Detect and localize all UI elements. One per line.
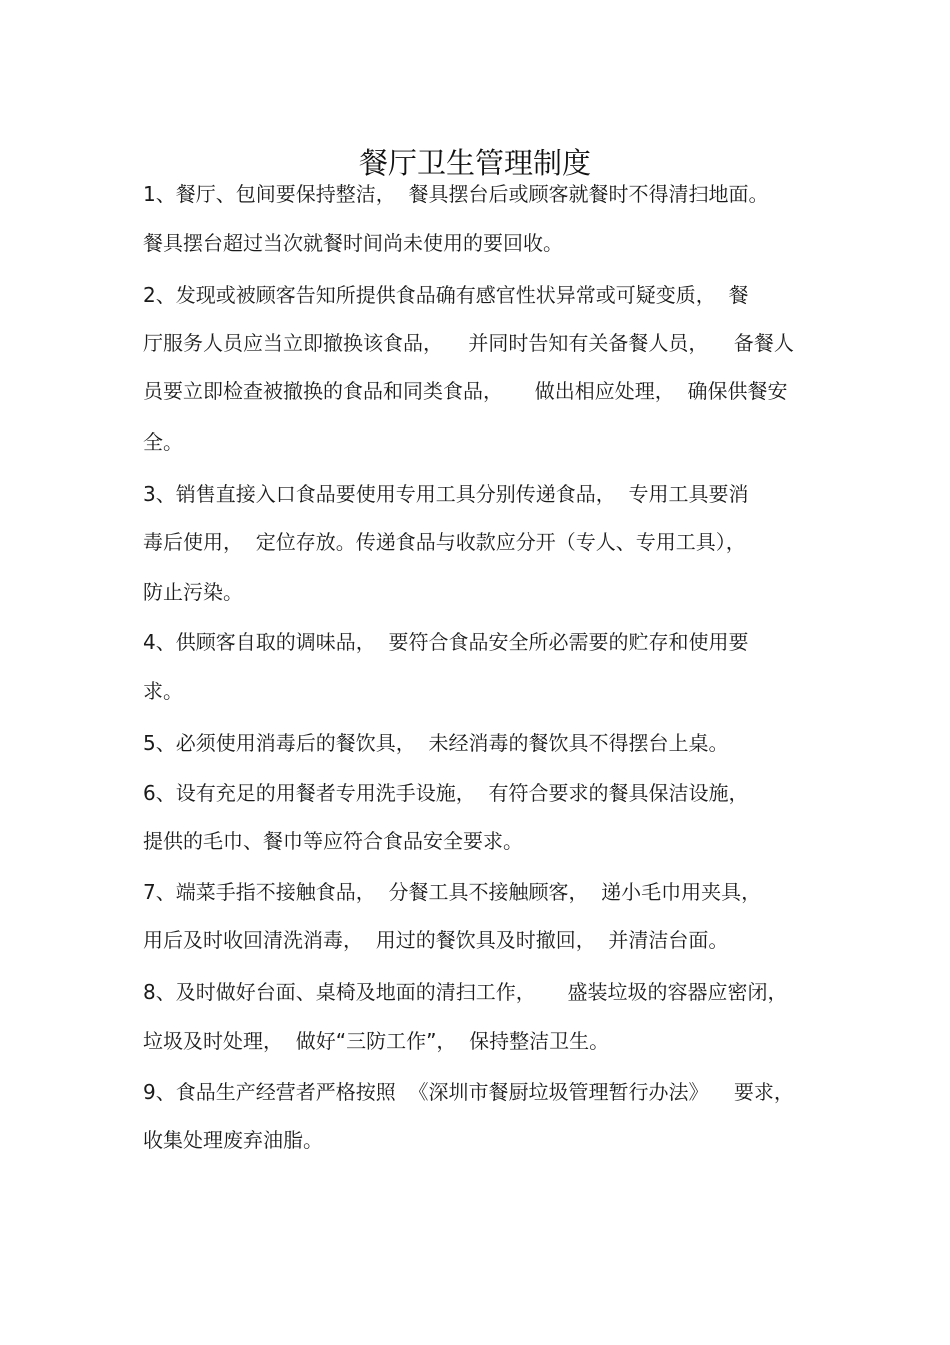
- item-6-line-1: 6、设有充足的用餐者专用洗手设施， 有符合要求的餐具保洁设施，: [143, 781, 749, 805]
- item-2-line-2: 厅服务人员应当立即撤换该食品， 并同时告知有关备餐人员， 备餐人: [143, 331, 794, 355]
- item-5-line-1: 5、必须使用消毒后的餐饮具， 未经消毒的餐饮具不得摆台上桌。: [143, 731, 729, 755]
- item-1-line-2: 餐具摆台超过当次就餐时间尚未使用的要回收。: [143, 231, 563, 255]
- item-7-line-2: 用后及时收回清洗消毒， 用过的餐饮具及时撤回， 并清洁台面。: [143, 928, 729, 952]
- item-7-line-1: 7、端菜手指不接触食品， 分餐工具不接触顾客， 递小毛巾用夹具，: [143, 880, 762, 904]
- item-1-line-1: 1、餐厅、包间要保持整洁， 餐具摆台后或顾客就餐时不得清扫地面。: [143, 182, 769, 206]
- item-2-line-3: 员要立即检查被撤换的食品和同类食品， 做出相应处理， 确保供餐安: [143, 379, 788, 403]
- item-6-line-2: 提供的毛巾、餐巾等应符合食品安全要求。: [143, 829, 523, 853]
- item-2-line-4: 全。: [143, 430, 183, 454]
- item-8-line-1: 8、及时做好台面、桌椅及地面的清扫工作， 盛装垃圾的容器应密闭，: [143, 980, 788, 1004]
- item-3-line-2: 毒后使用， 定位存放。传递食品与收款应分开（专人、专用工具），: [143, 530, 746, 554]
- item-4-line-2: 求。: [143, 679, 183, 703]
- item-8-line-2: 垃圾及时处理， 做好“三防工作”， 保持整洁卫生。: [143, 1029, 610, 1053]
- item-2-line-1: 2、发现或被顾客告知所提供食品确有感官性状异常或可疑变质， 餐: [143, 283, 749, 307]
- item-3-line-1: 3、销售直接入口食品要使用专用工具分别传递食品， 专用工具要消: [143, 482, 749, 506]
- item-3-line-3: 防止污染。: [143, 580, 243, 604]
- document-title: 餐厅卫生管理制度: [358, 146, 591, 181]
- item-9-line-2: 收集处理废弃油脂。: [143, 1128, 323, 1152]
- item-9-line-1: 9、食品生产经营者严格按照 《深圳市餐厨垃圾管理暂行办法》 要求，: [143, 1080, 794, 1104]
- item-4-line-1: 4、供顾客自取的调味品， 要符合食品安全所必需要的贮存和使用要: [143, 630, 749, 654]
